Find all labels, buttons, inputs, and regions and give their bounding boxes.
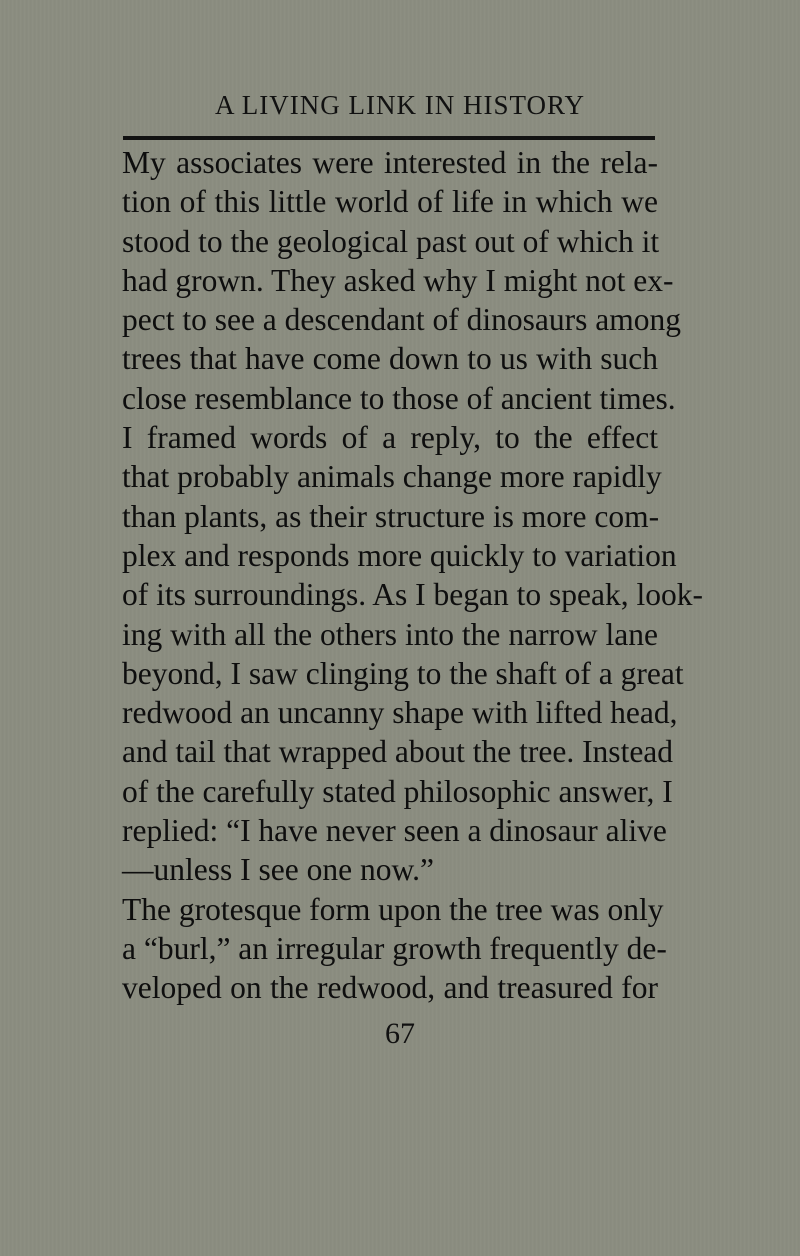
text-line: trees that have come down to us with such bbox=[122, 341, 658, 377]
text-line: replied: “I have never seen a dinosaur alive bbox=[122, 813, 667, 849]
text-line: of the carefully stated philosophic answer, I bbox=[122, 773, 673, 809]
text-line: than plants, as their structure is more com- bbox=[122, 498, 660, 534]
text-line: and tail that wrapped about the tree. Instead bbox=[122, 734, 674, 770]
text-line: veloped on the redwood, and treasured for bbox=[122, 970, 658, 1006]
page-number: 67 bbox=[385, 1017, 415, 1050]
text-line: My associates were interested in the rela- bbox=[122, 145, 658, 180]
text-line: of its surroundings. As I began to speak, look- bbox=[122, 577, 703, 613]
body-text bbox=[122, 143, 703, 1008]
header-rule bbox=[123, 136, 655, 140]
text-line: stood to the geological past out of which it bbox=[122, 223, 660, 259]
text-line: pect to see a descendant of dinosaurs among bbox=[122, 302, 681, 338]
text-line: I framed words of a reply, to the effect bbox=[122, 420, 658, 456]
text-line: that probably animals change more rapidly bbox=[122, 459, 662, 495]
text-line: redwood an uncanny shape with lifted head, bbox=[122, 695, 678, 731]
text-line: a “burl,” an irregular growth frequently de- bbox=[122, 930, 667, 966]
text-line: The grotesque form upon the tree was only bbox=[122, 891, 664, 927]
text-line: had grown. They asked why I might not ex- bbox=[122, 262, 674, 298]
text-line: tion of this little world of life in which we bbox=[122, 184, 658, 220]
text-line: beyond, I saw clinging to the shaft of a great bbox=[122, 655, 684, 691]
text-line: close resemblance to those of ancient times. bbox=[122, 380, 676, 416]
running-header: A LIVING LINK IN HISTORY bbox=[215, 90, 585, 120]
text-line: —unless I see one now.” bbox=[122, 852, 435, 888]
text-line: ing with all the others into the narrow lane bbox=[122, 616, 658, 652]
text-line: plex and responds more quickly to variation bbox=[122, 537, 677, 573]
